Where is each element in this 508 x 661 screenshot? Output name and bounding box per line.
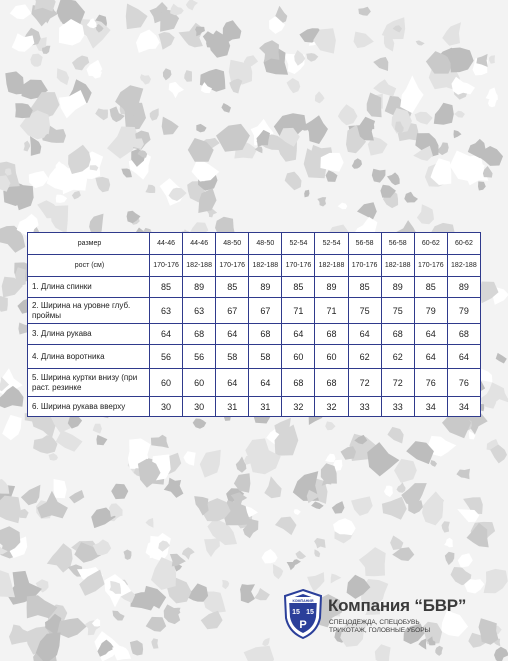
- camo-blot: [10, 4, 32, 19]
- camo-blot: [354, 32, 374, 48]
- camo-blot: [240, 584, 255, 603]
- camo-blot: [145, 185, 155, 193]
- camo-blot: [169, 82, 184, 98]
- camo-blot: [170, 554, 186, 567]
- camo-blot: [158, 32, 174, 50]
- camo-blot: [357, 202, 377, 219]
- camo-blot: [254, 588, 270, 600]
- table-cell: 67: [249, 298, 282, 324]
- table-cell: 72: [381, 369, 414, 397]
- table-cell: 64: [216, 369, 249, 397]
- table-cell: 85: [216, 277, 249, 298]
- table-cell: 63: [183, 298, 216, 324]
- camo-blot: [140, 74, 151, 85]
- table-cell: 85: [414, 277, 447, 298]
- table-cell: 68: [381, 324, 414, 345]
- table-cell: 79: [447, 298, 480, 324]
- table-cell: 56: [150, 345, 183, 369]
- table-cell: 76: [414, 369, 447, 397]
- camo-blot: [204, 538, 220, 557]
- table-cell: 34: [447, 397, 480, 417]
- camo-blot: [164, 478, 184, 498]
- camo-blot: [57, 68, 69, 85]
- camo-blot: [112, 646, 131, 661]
- table-cell: 52-54: [282, 233, 315, 255]
- camo-blot: [287, 78, 301, 93]
- table-cell: 64: [447, 345, 480, 369]
- table-cell: 52-54: [315, 233, 348, 255]
- table-cell: 32: [315, 397, 348, 417]
- camo-blot: [51, 205, 69, 233]
- table-cell: 89: [381, 277, 414, 298]
- table-cell: 60: [282, 345, 315, 369]
- camo-blot: [170, 4, 184, 16]
- camo-blot: [373, 79, 396, 96]
- camo-blot: [444, 538, 453, 548]
- camo-blot: [294, 509, 301, 515]
- camo-blot: [163, 68, 172, 80]
- table-cell: 60: [150, 369, 183, 397]
- camo-blot: [244, 646, 275, 661]
- table-row: [28, 397, 481, 417]
- camo-blot: [93, 424, 102, 434]
- table-cell: 56: [183, 345, 216, 369]
- table-cell: 30: [150, 397, 183, 417]
- camo-blot: [454, 130, 462, 138]
- camo-blot: [486, 88, 498, 102]
- camo-blot: [186, 0, 198, 10]
- table-cell: 68: [315, 324, 348, 345]
- table-cell: 182-188: [381, 255, 414, 277]
- camo-blot: [434, 103, 454, 125]
- camo-blot: [468, 139, 488, 158]
- camo-blot: [264, 476, 281, 498]
- company-tagline-2: ТРИКОТАЖ, ГОЛОВНЫЕ УБОРЫ: [329, 627, 431, 634]
- camo-blot: [262, 638, 270, 646]
- camo-blot: [478, 181, 486, 190]
- table-cell: 64: [282, 324, 315, 345]
- camo-blot: [417, 204, 434, 224]
- camo-blot: [338, 104, 358, 125]
- camo-blot: [358, 7, 371, 16]
- camo-blot: [201, 611, 223, 630]
- camo-blot: [29, 171, 49, 188]
- camo-blot: [387, 172, 400, 185]
- camo-blot: [136, 30, 160, 53]
- camo-blot: [2, 415, 21, 440]
- camo-blot: [0, 570, 15, 597]
- camo-blot: [382, 497, 407, 520]
- camo-blot: [452, 77, 476, 95]
- camo-blot: [331, 574, 342, 584]
- table-cell: 58: [249, 345, 282, 369]
- table-cell: 30: [183, 397, 216, 417]
- camo-blot: [150, 108, 159, 120]
- camo-blot: [21, 485, 41, 506]
- camo-blot: [146, 617, 167, 632]
- table-cell: 48-50: [249, 233, 282, 255]
- camo-blot: [448, 48, 474, 73]
- camo-blot: [164, 604, 181, 624]
- row-label: 5. Ширина куртки внизу (при раст. резинке: [28, 369, 150, 397]
- row-label: 6. Ширина рукава вверху: [28, 397, 150, 417]
- table-cell: 89: [315, 277, 348, 298]
- camo-blot: [0, 296, 8, 312]
- table-cell: 89: [249, 277, 282, 298]
- company-logo: [282, 588, 492, 648]
- table-cell: 76: [447, 369, 480, 397]
- camo-blot: [489, 55, 495, 64]
- table-cell: 182-188: [447, 255, 480, 277]
- camo-blot: [56, 195, 67, 203]
- table-cell: 182-188: [183, 255, 216, 277]
- camo-blot: [56, 430, 83, 452]
- table-cell: 63: [150, 298, 183, 324]
- camo-blot: [273, 564, 283, 579]
- table-cell: 64: [216, 324, 249, 345]
- camo-blot: [387, 427, 403, 444]
- badge-number-left: 15: [292, 609, 300, 616]
- table-cell: 85: [348, 277, 381, 298]
- camo-blot: [352, 158, 362, 169]
- camo-blot: [262, 549, 278, 563]
- table-cell: 71: [282, 298, 315, 324]
- camo-blot: [456, 469, 470, 479]
- camo-blot: [304, 190, 309, 198]
- table-cell: 58: [216, 345, 249, 369]
- row-label: 3. Длина рукава: [28, 324, 150, 345]
- camo-blot: [30, 54, 42, 67]
- camo-blot: [162, 117, 179, 135]
- table-cell: 62: [381, 345, 414, 369]
- camo-blot: [454, 111, 465, 118]
- camo-blot: [72, 56, 89, 71]
- camo-blot: [24, 141, 31, 152]
- camo-blot: [341, 446, 357, 460]
- camo-blot: [321, 463, 337, 483]
- camo-blot: [317, 197, 326, 206]
- camo-blot: [287, 562, 296, 570]
- table-cell: 62: [348, 345, 381, 369]
- table-cell: 44-46: [183, 233, 216, 255]
- camo-blot: [221, 103, 231, 113]
- shield-logo-icon: [282, 588, 324, 640]
- camo-blot: [49, 453, 58, 461]
- table-cell: 85: [282, 277, 315, 298]
- size-chart-table: [27, 232, 481, 417]
- camo-blot: [236, 456, 247, 472]
- camo-blot: [255, 147, 263, 154]
- camo-blot: [182, 547, 195, 559]
- camo-blot: [315, 91, 325, 103]
- camo-blot: [404, 192, 418, 203]
- table-row: [28, 345, 481, 369]
- table-cell: 56-58: [348, 233, 381, 255]
- table-cell: 68: [315, 369, 348, 397]
- table-cell: 32: [282, 397, 315, 417]
- table-cell: 44-46: [150, 233, 183, 255]
- camo-blot: [325, 454, 335, 462]
- camo-blot: [397, 482, 406, 493]
- table-cell: 31: [216, 397, 249, 417]
- camo-blot: [415, 112, 433, 125]
- camo-blot: [124, 550, 132, 560]
- camo-blot: [12, 33, 35, 52]
- camo-blot: [384, 486, 393, 497]
- camo-blot: [193, 419, 207, 429]
- table-cell: 68: [447, 324, 480, 345]
- row-label: размер: [28, 233, 150, 255]
- camo-blot: [314, 538, 326, 548]
- camo-blot: [121, 169, 132, 178]
- height-row: [28, 255, 481, 277]
- camo-blot: [126, 4, 148, 30]
- row-label: 2. Ширина на уровне глуб. проймы: [28, 298, 150, 324]
- table-cell: 60: [315, 345, 348, 369]
- camo-blot: [146, 518, 154, 528]
- camo-blot: [69, 490, 84, 503]
- camo-blot: [401, 483, 427, 506]
- table-cell: 64: [249, 369, 282, 397]
- table-cell: 72: [348, 369, 381, 397]
- camo-blot: [15, 103, 33, 118]
- table-cell: 34: [414, 397, 447, 417]
- camo-blot: [275, 517, 297, 536]
- badge-letter: Р: [299, 619, 307, 631]
- table-cell: 170-176: [150, 255, 183, 277]
- camo-blot: [458, 553, 473, 567]
- company-tagline-1: СПЕЦОДЕЖДА, СПЕЦОБУВЬ: [329, 619, 420, 626]
- camo-blot: [445, 552, 455, 565]
- camo-blot: [373, 57, 388, 71]
- size-row: [28, 233, 481, 255]
- camo-blot: [95, 177, 110, 192]
- table-cell: 33: [348, 397, 381, 417]
- table-cell: 170-176: [414, 255, 447, 277]
- table-cell: 60-62: [414, 233, 447, 255]
- camo-blot: [394, 459, 417, 483]
- badge-top-text: КОМПАНИЯ: [292, 599, 314, 603]
- camo-blot: [151, 435, 169, 448]
- camo-blot: [372, 169, 386, 183]
- camo-blot: [400, 75, 423, 113]
- table-row: [28, 324, 481, 345]
- camo-blot: [0, 496, 21, 524]
- camo-blot: [484, 382, 508, 406]
- camo-blot: [0, 479, 9, 494]
- row-label: рост (см): [28, 255, 150, 277]
- camo-blot: [442, 22, 461, 46]
- camo-blot: [222, 20, 241, 45]
- camo-blot: [151, 638, 158, 649]
- table-cell: 89: [183, 277, 216, 298]
- table-cell: 31: [249, 397, 282, 417]
- camo-blot: [338, 203, 348, 210]
- camo-blot: [222, 580, 229, 589]
- table-cell: 60: [183, 369, 216, 397]
- camo-blot: [430, 460, 437, 467]
- camo-blot: [30, 136, 41, 156]
- table-cell: 75: [348, 298, 381, 324]
- table-cell: 60-62: [447, 233, 480, 255]
- camo-blot: [196, 124, 206, 132]
- camo-blot: [109, 503, 123, 517]
- camo-blot: [351, 496, 373, 516]
- camo-blot: [314, 549, 320, 557]
- camo-blot: [111, 484, 128, 499]
- camo-blot: [259, 40, 279, 62]
- table-cell: 64: [348, 324, 381, 345]
- camo-blot: [285, 172, 302, 191]
- camo-blot: [496, 353, 507, 364]
- camo-blot: [183, 451, 195, 466]
- camo-blot: [72, 191, 81, 200]
- table-cell: 64: [414, 345, 447, 369]
- table-cell: 75: [381, 298, 414, 324]
- camo-blot: [130, 640, 143, 655]
- camo-blot: [390, 536, 403, 551]
- camo-blot: [494, 647, 508, 661]
- camo-blot: [442, 521, 450, 532]
- table-row: [28, 277, 481, 298]
- table-row: [28, 298, 481, 324]
- camo-blot: [179, 23, 204, 48]
- row-label: 1. Длина спинки: [28, 277, 150, 298]
- camo-blot: [332, 501, 345, 513]
- table-cell: 68: [282, 369, 315, 397]
- camo-blot: [96, 435, 107, 445]
- camo-blot: [112, 611, 124, 621]
- camo-blot: [483, 166, 493, 178]
- camo-blot: [151, 557, 176, 590]
- camo-blot: [359, 547, 386, 576]
- table-cell: 182-188: [249, 255, 282, 277]
- table-cell: 71: [315, 298, 348, 324]
- badge-number-right: 15: [306, 609, 314, 616]
- camo-blot: [311, 502, 324, 510]
- table-cell: 79: [414, 298, 447, 324]
- camo-blot: [306, 53, 318, 62]
- table-cell: 182-188: [315, 255, 348, 277]
- camo-blot: [305, 115, 328, 144]
- table-cell: 64: [150, 324, 183, 345]
- camo-blot: [33, 435, 57, 454]
- row-label: 4. Длина воротника: [28, 345, 150, 369]
- table-row: [28, 369, 481, 397]
- table-cell: 33: [381, 397, 414, 417]
- company-name: Компания “БВР”: [328, 596, 467, 615]
- camo-blot: [54, 479, 67, 498]
- table-cell: 170-176: [348, 255, 381, 277]
- camo-blot: [422, 491, 443, 525]
- camo-blot: [184, 70, 192, 82]
- table-cell: 48-50: [216, 233, 249, 255]
- table-cell: 67: [216, 298, 249, 324]
- camo-blot: [95, 108, 108, 120]
- table-cell: 89: [447, 277, 480, 298]
- table-cell: 68: [183, 324, 216, 345]
- table-cell: 170-176: [216, 255, 249, 277]
- table-cell: 64: [414, 324, 447, 345]
- table-cell: 85: [150, 277, 183, 298]
- camo-blot: [416, 40, 425, 45]
- table-cell: 68: [249, 324, 282, 345]
- table-cell: 170-176: [282, 255, 315, 277]
- camo-blot: [295, 551, 306, 560]
- camo-blot: [326, 170, 338, 182]
- table-cell: 56-58: [381, 233, 414, 255]
- camo-blot: [57, 618, 86, 638]
- camo-blot: [325, 421, 335, 430]
- camo-blot: [200, 450, 221, 478]
